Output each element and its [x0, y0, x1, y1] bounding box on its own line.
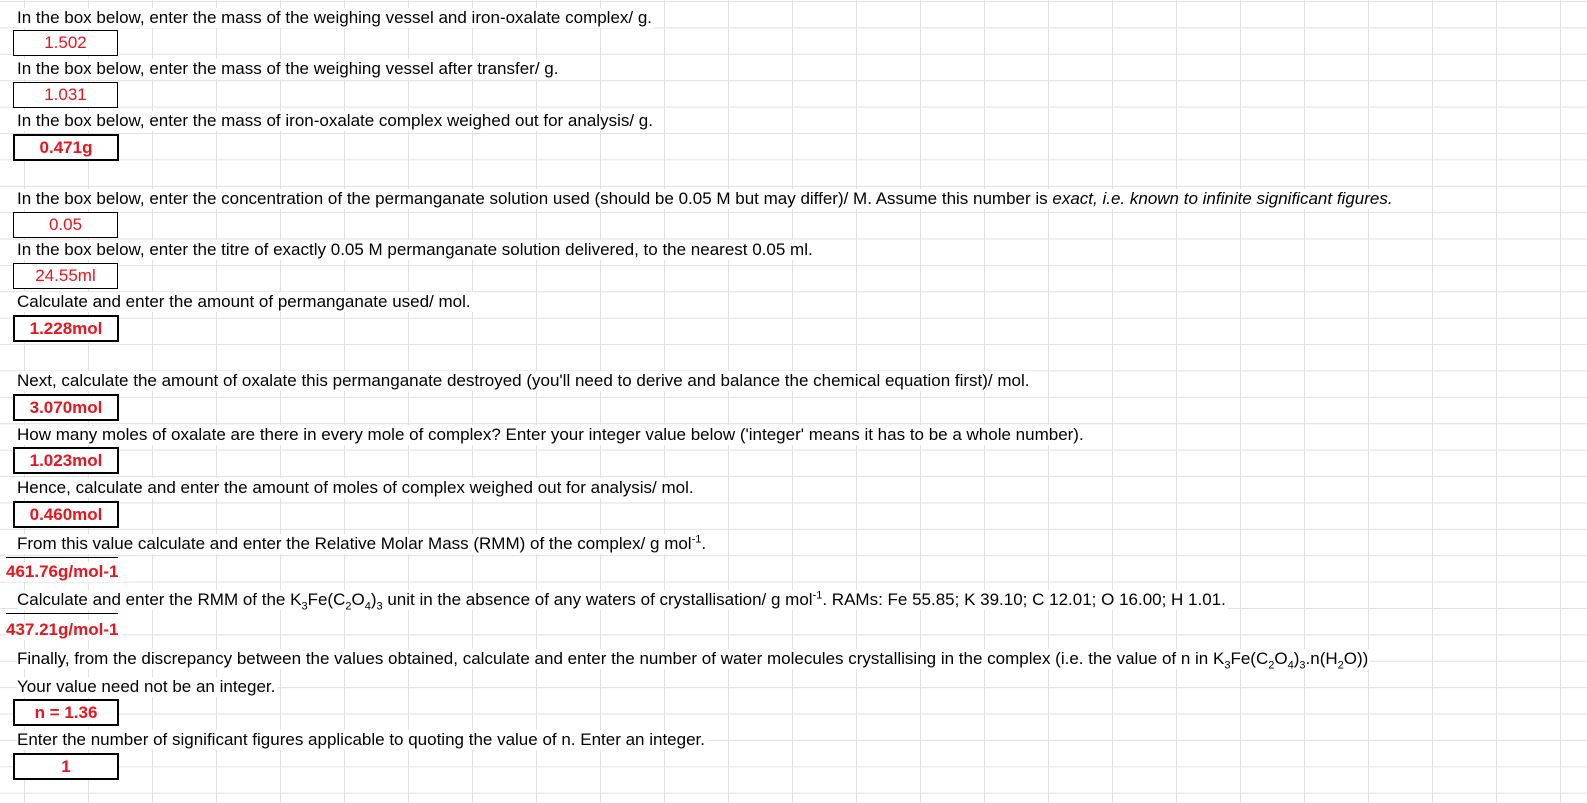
- question-4-text: In the box below, enter the concentration of the permanganate solution used (should be 0.05 M but may differ)/ M. Assume this number is: [17, 189, 1053, 208]
- q12-part: O: [1274, 649, 1288, 668]
- q11-sup: -1: [812, 589, 823, 602]
- question-6: Calculate and enter the amount of permanganate used/ mol.: [17, 292, 471, 311]
- answer-10[interactable]: 461.76g/mol-1: [6, 562, 122, 582]
- answer-box-7[interactable]: 3.070mol: [13, 394, 119, 421]
- question-1: In the box below, enter the mass of the weighing vessel and iron-oxalate complex/ g.: [17, 8, 653, 27]
- q11-sub: 2: [345, 600, 352, 613]
- answer-box-2[interactable]: 1.031: [13, 82, 118, 108]
- question-3: In the box below, enter the mass of iron-oxalate complex weighed out for analysis/ g.: [17, 111, 653, 130]
- q12-sub: 2: [1337, 659, 1344, 672]
- q12-part: ): [1293, 649, 1300, 668]
- answer-box-9[interactable]: 0.460mol: [13, 501, 119, 528]
- question-13: Enter the number of significant figures applicable to quoting the value of n. Enter an integer.: [17, 730, 705, 749]
- q11-sub: 3: [301, 600, 308, 613]
- q12-part: Fe(C: [1230, 649, 1269, 668]
- question-10-end: .: [701, 534, 707, 553]
- question-2: In the box below, enter the mass of the weighing vessel after transfer/ g.: [17, 59, 559, 78]
- question-4-italic: exact, i.e. known to infinite significant figures.: [1052, 189, 1393, 208]
- q12-part: O)): [1343, 649, 1369, 668]
- question-8: How many moles of oxalate are there in every mole of complex? Enter your integer value below ('integer' means it has to be a whole number).: [17, 425, 1084, 444]
- question-11: [17, 589, 1228, 613]
- question-7: Next, calculate the amount of oxalate this permanganate destroyed (you'll need to derive and balance the chemical equation first)/ mol.: [17, 371, 1030, 390]
- question-10: [17, 534, 708, 554]
- answer-box-8[interactable]: 1.023mol: [13, 447, 119, 474]
- answer-box-1[interactable]: 1.502: [13, 30, 118, 56]
- q11-part: Fe(C: [307, 590, 346, 609]
- question-9: Hence, calculate and enter the amount of moles of complex weighed out for analysis/ mol.: [17, 478, 694, 497]
- q11-sub: 4: [364, 600, 371, 613]
- q11-part: ): [370, 590, 377, 609]
- answer-box-13[interactable]: 1: [13, 753, 119, 780]
- q12-part: Finally, from the discrepancy between the values obtained, calculate and enter the number of water molecules crystallising in the complex (i.e. the value of n in K: [17, 649, 1225, 668]
- question-12: [17, 649, 1370, 672]
- question-4: [17, 189, 1395, 209]
- answer-box-3[interactable]: 0.471g: [13, 134, 119, 161]
- answer-box-6[interactable]: 1.228mol: [13, 315, 119, 342]
- answer-underline-10: [6, 557, 118, 558]
- question-12-line-2: Your value need not be an integer.: [17, 677, 276, 696]
- q12-sub: 3: [1299, 659, 1306, 672]
- question-5: In the box below, enter the titre of exactly 0.05 M permanganate solution delivered, to the nearest 0.05 ml.: [17, 240, 813, 259]
- question-10-text: From this value calculate and enter the Relative Molar Mass (RMM) of the complex/ g mol: [17, 534, 692, 553]
- question-10-sup: -1: [691, 533, 702, 546]
- answer-11[interactable]: 437.21g/mol-1: [6, 620, 122, 640]
- q11-part: unit in the absence of any waters of crystallisation/ g mol: [382, 590, 813, 609]
- answer-box-4[interactable]: 0.05: [13, 212, 118, 238]
- q11-part: O: [351, 590, 365, 609]
- q12-sub: 2: [1268, 659, 1275, 672]
- q11-part: . RAMs: Fe 55.85; K 39.10; C 12.01; O 16.00; H 1.01.: [822, 590, 1226, 609]
- q12-part: .n(H: [1305, 649, 1338, 668]
- q12-sub: 4: [1287, 659, 1294, 672]
- q11-sub: 3: [376, 600, 383, 613]
- answer-box-5[interactable]: 24.55ml: [13, 263, 118, 289]
- q11-part: Calculate and enter the RMM of the K: [17, 590, 302, 609]
- q12-sub: 3: [1224, 659, 1231, 672]
- answer-underline-11: [6, 613, 118, 614]
- answer-box-12[interactable]: n = 1.36: [13, 699, 119, 726]
